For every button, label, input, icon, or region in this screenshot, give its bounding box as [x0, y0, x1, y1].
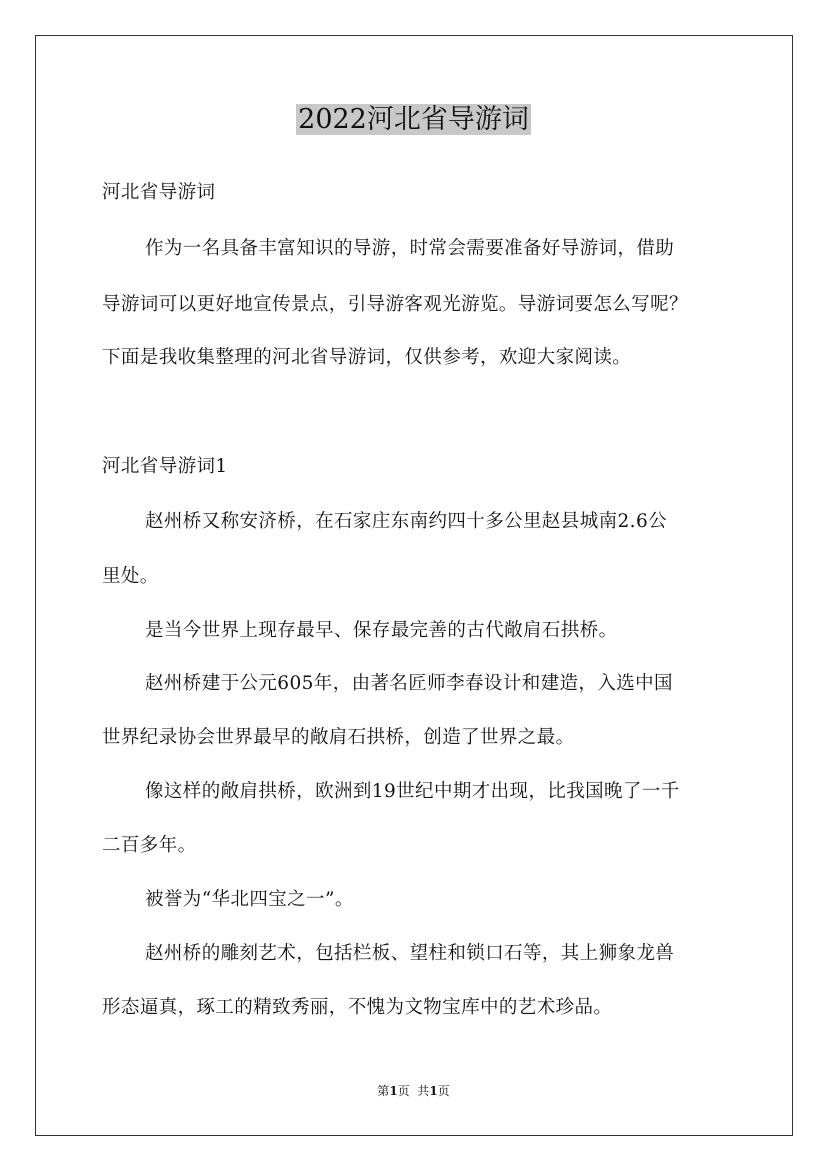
- paragraph-line: 赵州桥的雕刻艺术，包括栏板、望柱和锁口石等，其上狮象龙兽: [145, 943, 675, 964]
- paragraph-line: 像这样的敞肩拱桥，欧洲到19世纪中期才出现，比我国晚了一千: [145, 781, 680, 802]
- section-heading: 河北省导游词1: [102, 456, 228, 477]
- page-footer: [0, 1083, 827, 1099]
- paragraph-line: 被誉为“华北四宝之一”。: [145, 889, 354, 910]
- paragraph-line: 导游词可以更好地宣传景点，引导游客观光游览。导游词要怎么写呢？: [102, 294, 688, 315]
- paragraph-line: 赵州桥又称安济桥，在石家庄东南约四十多公里赵县城南2.6公: [145, 511, 668, 532]
- section-heading: 河北省导游词: [102, 182, 216, 203]
- paragraph-line: 二百多年。: [102, 835, 197, 856]
- paragraph-line: 下面是我收集整理的河北省导游词，仅供参考，欢迎大家阅读。: [102, 347, 632, 368]
- paragraph-line: 里处。: [102, 566, 159, 587]
- document-title-text: 2022河北省导游词: [298, 104, 529, 135]
- footer-suffix: 页: [437, 1084, 450, 1098]
- paragraph-line: 形态逼真，琢工的精致秀丽，不愧为文物宝库中的艺术珍品。: [102, 997, 613, 1018]
- document-title: [0, 100, 827, 140]
- paragraph-line: 作为一名具备丰富知识的导游，时常会需要准备好导游词，借助: [145, 238, 675, 259]
- footer-mid: 页 共: [397, 1084, 430, 1098]
- paragraph-line: 赵州桥建于公元605年，由著名匠师李春设计和建造，入选中国: [145, 673, 673, 694]
- footer-page-number: 1: [389, 1084, 398, 1098]
- footer-prefix: 第: [377, 1084, 390, 1098]
- footer-total-pages: 1: [429, 1084, 438, 1098]
- paragraph-line: 世界纪录协会世界最早的敞肩石拱桥，创造了世界之最。: [102, 727, 575, 748]
- paragraph-line: 是当今世界上现存最早、保存最完善的古代敞肩石拱桥。: [145, 620, 618, 641]
